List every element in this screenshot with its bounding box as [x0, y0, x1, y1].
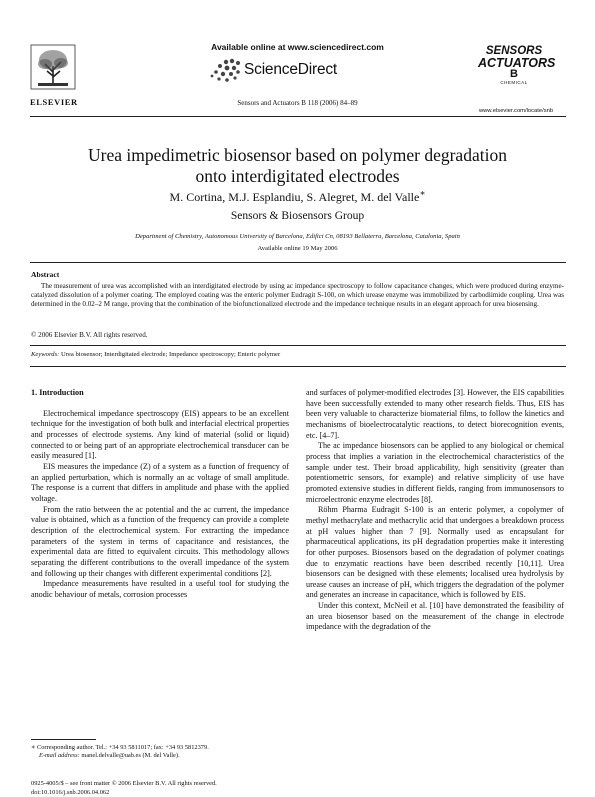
journal-logo-actuators: ACTUATORS	[478, 57, 550, 69]
body-paragraph: Electrochemical impedance spectroscopy (EIS) appears to be an excellent technique for the investigation of both bulk and interfacial electrical properties and processes of electrode systems. Any kind of material (solid or liquid) connected to or being part of an appropriate electrochemical transducer can be easily measured [1].	[31, 409, 289, 462]
front-matter-line: 0925-4005/$ – see front matter © 2006 Elsevier B.V. All rights reserved.	[31, 780, 217, 789]
body-paragraph: EIS measures the impedance (Z) of a system as a function of frequency of an applied perturbation, which is normally an ac voltage of small amplitude. The response is a current that differs in amplitude and phase with the applied voltage.	[31, 462, 289, 505]
body-paragraph: From the ratio between the ac potential and the ac current, the impedance value is obtained, which as a function of the frequency can provide a complete description of the electrochemical system. For extracting the impedance parameters of the system in terms of capacitance and resistances, the experimental data are fitted to equivalent circuits. This methodology allows separating the different contributions to the overall impedance of the system and following up their changes with different experimental conditions [2].	[31, 505, 289, 580]
footnote-email	[31, 752, 289, 760]
body-top-divider	[30, 366, 566, 367]
elsevier-tree-icon	[30, 44, 76, 90]
corresponding-author-mark[interactable]: ∗	[419, 188, 425, 198]
body-paragraph: Röhm Pharma Eudragit S-100 is an enteric polymer, a copolymer of methyl methacrylate and methacrylic acid that undergoes a breakdown process at pH values higher than 7 [9]. Normally used as encapsulant for pharmaceutical applications, its pH degradation properties make it interesting for other purposes. Biosensors based on the degradation of polymer coatings due to enzymatic reactions have been described recently [10,11]. Urea biosensors can be designed with these elements; localised urea hydrolysis by urease causes an increase of pH, which triggers the degradation of the polymer and generates an increase in capacitance, which is followed by EIS.	[306, 505, 564, 601]
journal-logo	[478, 45, 550, 101]
sciencedirect-wordmark: ScienceDirect	[244, 61, 337, 79]
journal-url[interactable]: www.elsevier.com/locate/snb	[466, 108, 566, 114]
article-title-line-1: Urea impedimetric biosensor based on polymer degradation	[40, 145, 555, 166]
footnote-divider	[31, 739, 96, 740]
journal-logo-sensors: SENSORS	[478, 45, 550, 57]
footnote-star: ∗	[31, 744, 35, 751]
journal-logo-chemical: CHEMICAL	[478, 80, 550, 85]
article-title	[40, 145, 555, 187]
abstract-heading: Abstract	[31, 270, 59, 279]
keywords-label: Keywords:	[31, 351, 59, 358]
author-list	[40, 190, 555, 205]
abstract-top-divider	[30, 262, 566, 263]
abstract-text: The measurement of urea was accomplished with an interdigitated electrode by using ac impedance spectroscopy to follow capacitance changes, which were produced during enzyme-catalyzed dissolution of a polymer coating. The employed coating was the enteric polymer Eudragit S-100, on which urease enzyme was immobilized by carbodiimide coupling. Urea was determined in the 0.02–2 M range, proving that the combination of the biofunctionalized electrode and the impedance technique results in an elegant approach for urea biosensing.	[31, 282, 564, 309]
body-right-column	[306, 388, 564, 633]
section-heading-introduction: 1. Introduction	[31, 388, 289, 399]
doi-link[interactable]: doi:10.1016/j.snb.2006.04.062	[31, 789, 217, 797]
header-divider	[30, 116, 566, 117]
body-left-column	[31, 388, 289, 600]
body-paragraph: and surfaces of polymer-modified electrodes [3]. However, the EIS capabilities have been successfully extended to many other research fields. Thus, EIS has been very valuable to characterize biomaterial films, to follow the kinetics and mechanisms of bioelectrocatalytic reactions, to detect biorecognition events, etc. [4–7].	[306, 388, 564, 441]
footnote	[31, 744, 289, 760]
footnote-contact: Corresponding author. Tel.: +34 93 5811017; fax: +34 93 5812379.	[37, 744, 209, 751]
elsevier-logo	[30, 44, 76, 104]
available-online-line: Available online at www.sciencedirect.com	[190, 42, 405, 52]
footnote-corresponding	[31, 744, 289, 752]
available-online-date: Available online 19 May 2006	[40, 245, 555, 252]
page-footer	[31, 780, 217, 797]
body-paragraph: Under this context, McNeil et al. [10] have demonstrated the feasibility of an urea biosensor based on the measurement of the change in electrode impedance with the degradation of the	[306, 601, 564, 633]
email-address[interactable]: manel.delvalle@uab.es (M. del Valle).	[81, 752, 179, 759]
publisher-name: ELSEVIER	[30, 97, 76, 107]
keywords-divider	[30, 345, 566, 346]
keywords	[31, 351, 564, 358]
body-paragraph: Impedance measurements have resulted in a useful tool for studying the anodic behaviour of metals, corrosion processes	[31, 579, 289, 600]
research-group: Sensors & Biosensors Group	[40, 210, 555, 222]
email-label: E-mail address:	[39, 752, 80, 759]
journal-citation: Sensors and Actuators B 118 (2006) 84–89	[160, 99, 435, 107]
affiliation: Department of Chemistry, Autonomous University of Barcelona, Edifici Cn, 08193 Bellaterra, Barcelona, Catalonia, Spain	[40, 233, 555, 240]
keywords-list: Urea biosensor; Interdigitated electrode; Impedance spectroscopy; Enteric polymer	[61, 351, 280, 358]
body-paragraph: The ac impedance biosensors can be applied to any biological or chemical process that implies a variation in the electrochemical characteristics of the sample under test. Their broad applicability, high sensitivity (greater than potentiometric sensors, for example) and relative simplicity of use have promoted extensive studies in different fields, ranging from immunosensors to microelectronic enzyme electrodes [8].	[306, 441, 564, 505]
journal-logo-b: B	[478, 69, 550, 80]
authors-text: M. Cortina, M.J. Esplandiu, S. Alegret, M. del Valle	[170, 190, 420, 204]
article-title-line-2: onto interdigitated electrodes	[40, 166, 555, 187]
abstract-copyright: © 2006 Elsevier B.V. All rights reserved.	[31, 331, 148, 339]
